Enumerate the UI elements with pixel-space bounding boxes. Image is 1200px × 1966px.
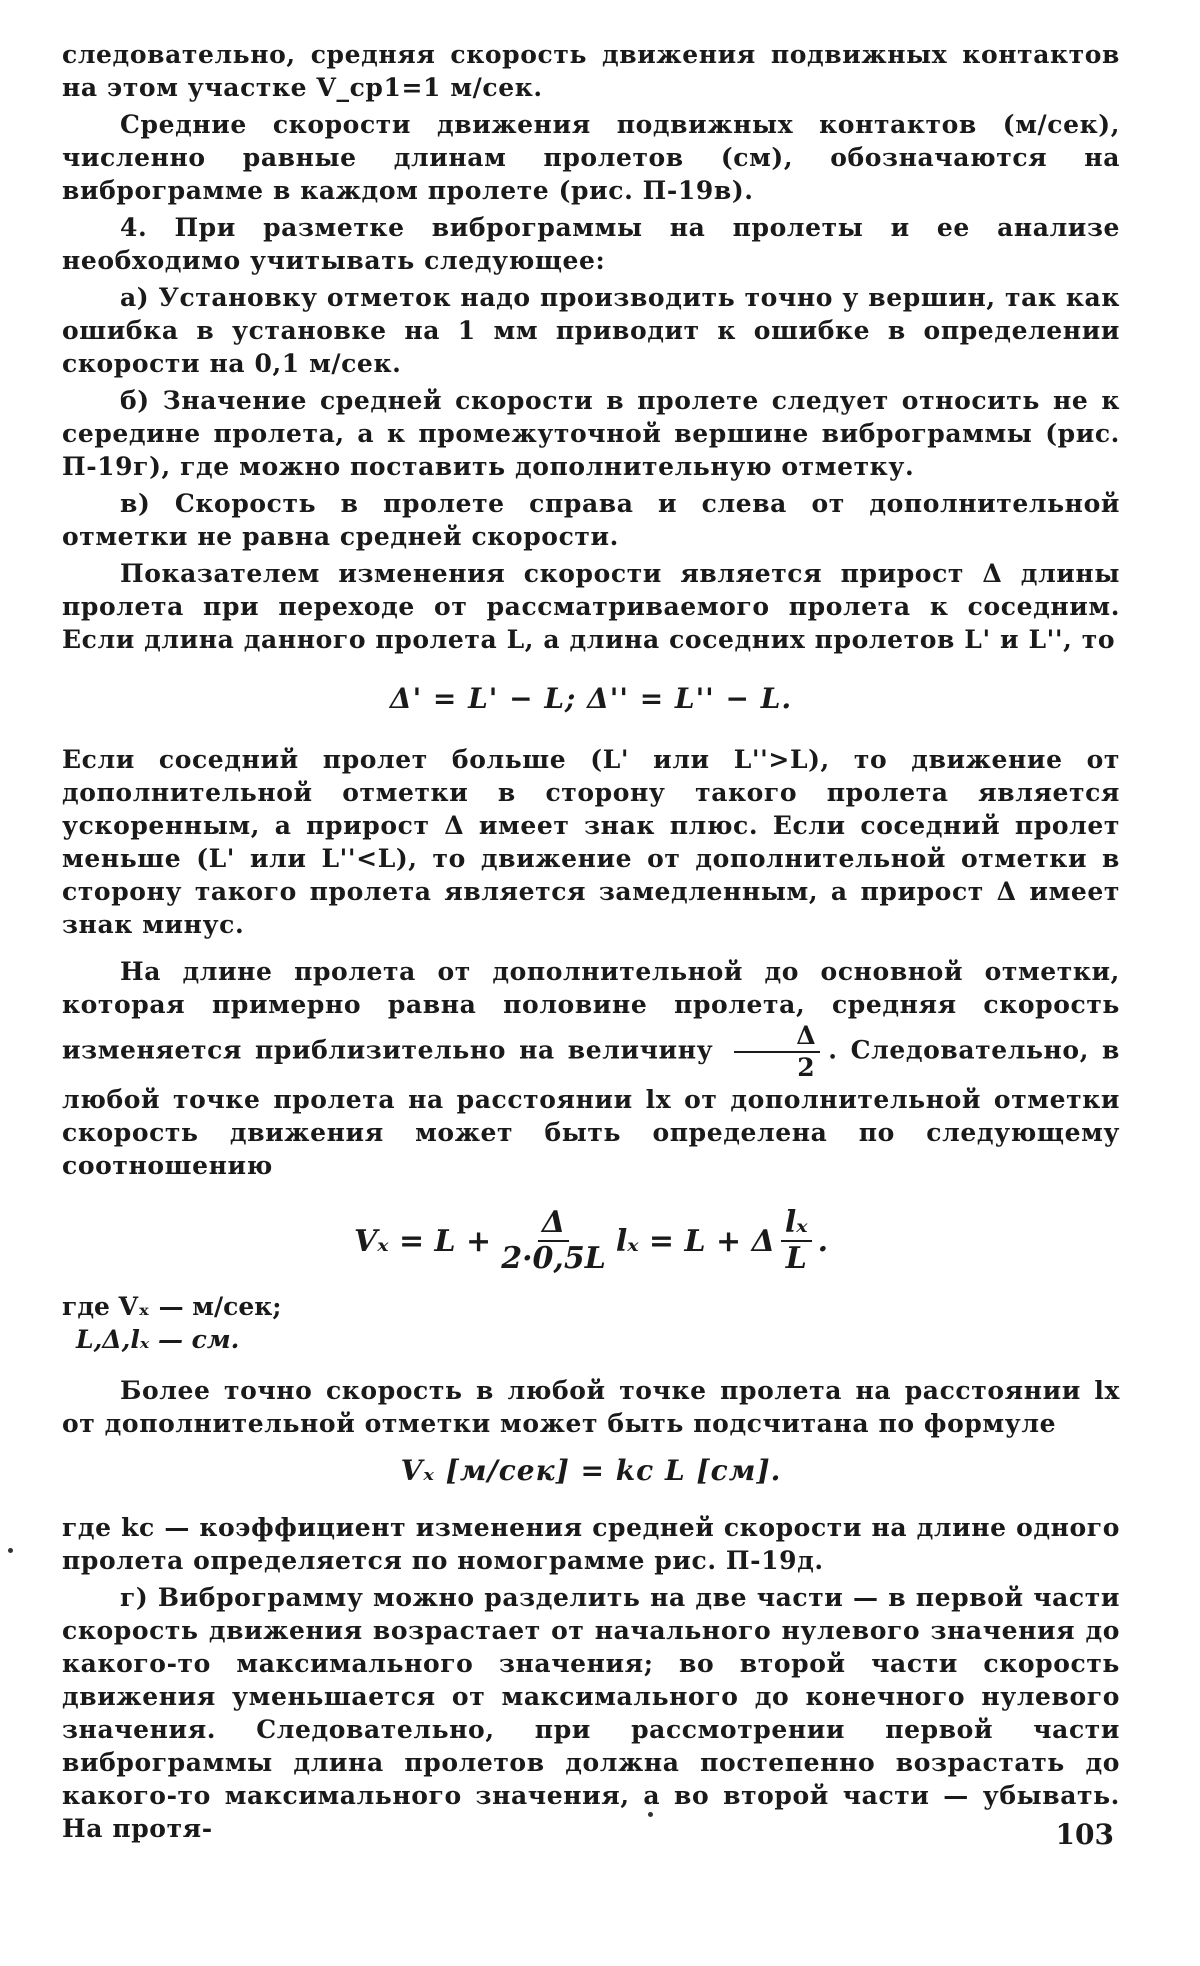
vx-formula-fraction-2 [781, 1206, 812, 1276]
speck-mark [8, 1548, 13, 1553]
paragraph-2: Средние скорости движения подвижных контактов (м/сек), численно равные длинам пролетов (см), обозначаются на виброграмме в каждом пролете (рис. П-19в). [62, 110, 1120, 205]
vx-formula-left: Vₓ = L + [353, 1223, 492, 1259]
half-delta-denominator: 2 [797, 1053, 816, 1082]
paragraph-11: Более точно скорость в любой точке пролета на расстоянии lх от дополнительной отметки может быть подсчитана по формуле [62, 1376, 1120, 1438]
page-number: 103 [1055, 1818, 1114, 1851]
paragraph-6: в) Скорость в пролете справа и слева от дополнительной отметки не равна средней скорости. [62, 489, 1120, 551]
paragraph-1: следовательно, средняя скорость движения подвижных контактов на этом участке V_ср1=1 м/сек. [62, 40, 1120, 102]
vx-formula-end: . [817, 1223, 829, 1259]
where-block [62, 1290, 1120, 1356]
half-delta-numerator: Δ [734, 1021, 820, 1053]
vx-fraction2-denominator: L [785, 1241, 807, 1276]
paragraph-13: г) Виброграмму можно разделить на две части — в первой части скорость движения возрастает от начального нулевого значения до какого-то максимального значения; во второй части скорость движения уменьшается от максимального до конечного нулевого значения. Следовательно, при рассмотрении первой части виброграммы длина пролетов должна постепенно возрастать до какого-то максимального значения, а во второй части — убывать. На протя- [62, 1583, 1120, 1843]
vx-formula-fraction [497, 1206, 610, 1276]
half-delta-fraction [734, 1021, 820, 1083]
paragraph-10-text: . Следовательно, в любой точке пролета на расстоянии lх от дополнительной отметки скорость движения может быть определена по следующему соотношению [62, 1035, 1120, 1180]
paragraph-9 [62, 955, 1120, 1182]
vx-fraction2-numerator: lₓ [781, 1206, 812, 1242]
paragraph-12: где kс — коэффициент изменения средней скорости на длине одного пролета определяется по номограмме рис. П-19д. [62, 1513, 1120, 1575]
paragraph-7: Показателем изменения скорости является прирост Δ длины пролета при переходе от рассматриваемого пролета к соседним. Если длина данного пролета L, а длина соседних пролетов L' и L'', то [62, 559, 1120, 654]
paragraph-5: б) Значение средней скорости в пролете следует относить не к середине пролета, а к промежуточной вершине виброграммы (рис. П-19г), где можно поставить дополнительную отметку. [62, 386, 1120, 481]
vx-formula-mid: lₓ = L + Δ [615, 1223, 775, 1259]
paragraph-3: 4. При разметке виброграммы на пролеты и ее анализе необходимо учитывать следующее: [62, 213, 1120, 275]
paragraph-8: Если соседний пролет больше (L' или L''>L), то движение от дополнительной отметки в сторону такого пролета является ускоренным, а прирост Δ имеет знак плюс. Если соседний пролет меньше (L' или L''<L), то движение от дополнительной отметки в сторону такого пролета является замедленным, а прирост Δ имеет знак минус. [62, 745, 1120, 939]
where-line-1: где Vₓ — м/сек; [62, 1292, 282, 1321]
where-line-2: L,Δ,lₓ — см. [76, 1325, 240, 1354]
paragraph-9-text: На длине пролета от дополнительной до основной отметки, которая примерно равна половине пролета, средняя скорость изменяется приблизительно на величину [62, 957, 1120, 1065]
vx-fraction-denominator: 2·0,5L [501, 1241, 606, 1276]
paragraph-4: а) Установку отметок надо производить точно у вершин, так как ошибка в установке на 1 мм приводит к ошибке в определении скорости на 0,1 м/сек. [62, 283, 1120, 378]
delta-formula: Δ' = L' − L; Δ'' = L'' − L. [389, 682, 793, 715]
vx-fraction-numerator: Δ [538, 1206, 569, 1242]
speck-mark [648, 1812, 653, 1817]
kc-formula: Vₓ [м/сек] = kс L [см]. [400, 1454, 782, 1487]
vx-formula [62, 1206, 1120, 1276]
